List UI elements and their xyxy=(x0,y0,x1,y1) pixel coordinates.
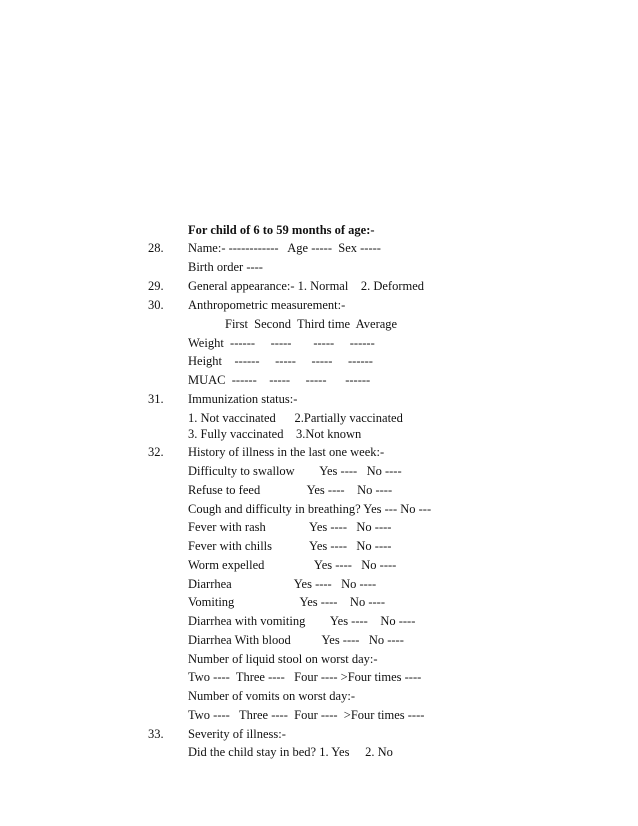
q32-item: Vomiting Yes ---- No ---- xyxy=(188,595,385,609)
q28-birth-order: Birth order ---- xyxy=(188,260,263,274)
q30-height-row: Height ------ ----- ----- ------ xyxy=(188,354,373,368)
q30-column-header: First Second Third time Average xyxy=(225,317,398,331)
q32-item: Difficulty to swallow Yes ---- No ---- xyxy=(188,464,402,478)
q32-item: Refuse to feed Yes ---- No ---- xyxy=(188,483,393,497)
q32-item: Diarrhea with vomiting Yes ---- No ---- xyxy=(188,614,416,628)
q31-immunization: Immunization status:- xyxy=(188,392,298,406)
question-number-32: 32. xyxy=(148,445,164,459)
q32-item: Fever with chills Yes ---- No ---- xyxy=(188,539,392,553)
q32-item: Number of liquid stool on worst day:- xyxy=(188,652,378,666)
q33-severity: Severity of illness:- xyxy=(188,727,286,741)
q32-item: Two ---- Three ---- Four ---- >Four times ---- xyxy=(188,670,422,684)
q32-item: Fever with rash Yes ---- No ---- xyxy=(188,520,392,534)
q32-item: Two ---- Three ---- Four ---- >Four times ---- xyxy=(188,708,425,722)
q32-item: Diarrhea Yes ---- No ---- xyxy=(188,577,377,591)
section-heading: For child of 6 to 59 months of age:- xyxy=(188,223,375,237)
q30-muac-row: MUAC ------ ----- ----- ------ xyxy=(188,373,371,387)
q31-options-2: 3. Fully vaccinated 3.Not known xyxy=(188,427,362,441)
question-number-33: 33. xyxy=(148,727,164,741)
q30-weight-row: Weight ------ ----- ----- ------ xyxy=(188,336,375,350)
q29-general-appearance: General appearance:- 1. Normal 2. Deformed xyxy=(188,279,424,293)
q30-anthropometric: Anthropometric measurement:- xyxy=(188,298,346,312)
q32-item: Cough and difficulty in breathing? Yes --- No --- xyxy=(188,502,432,516)
q32-item: Number of vomits on worst day:- xyxy=(188,689,355,703)
question-number-29: 29. xyxy=(148,279,164,293)
q28-name-age-sex: Name:- ------------ Age ----- Sex ----- xyxy=(188,241,381,255)
q32-item: Worm expelled Yes ---- No ---- xyxy=(188,558,397,572)
question-number-31: 31. xyxy=(148,392,164,406)
question-number-30: 30. xyxy=(148,298,164,312)
q31-options-1: 1. Not vaccinated 2.Partially vaccinated xyxy=(188,411,403,425)
q33-stay-in-bed: Did the child stay in bed? 1. Yes 2. No xyxy=(188,745,393,759)
question-number-28: 28. xyxy=(148,241,164,255)
q32-history-of-illness: History of illness in the last one week:- xyxy=(188,445,385,459)
q32-item: Diarrhea With blood Yes ---- No ---- xyxy=(188,633,404,647)
